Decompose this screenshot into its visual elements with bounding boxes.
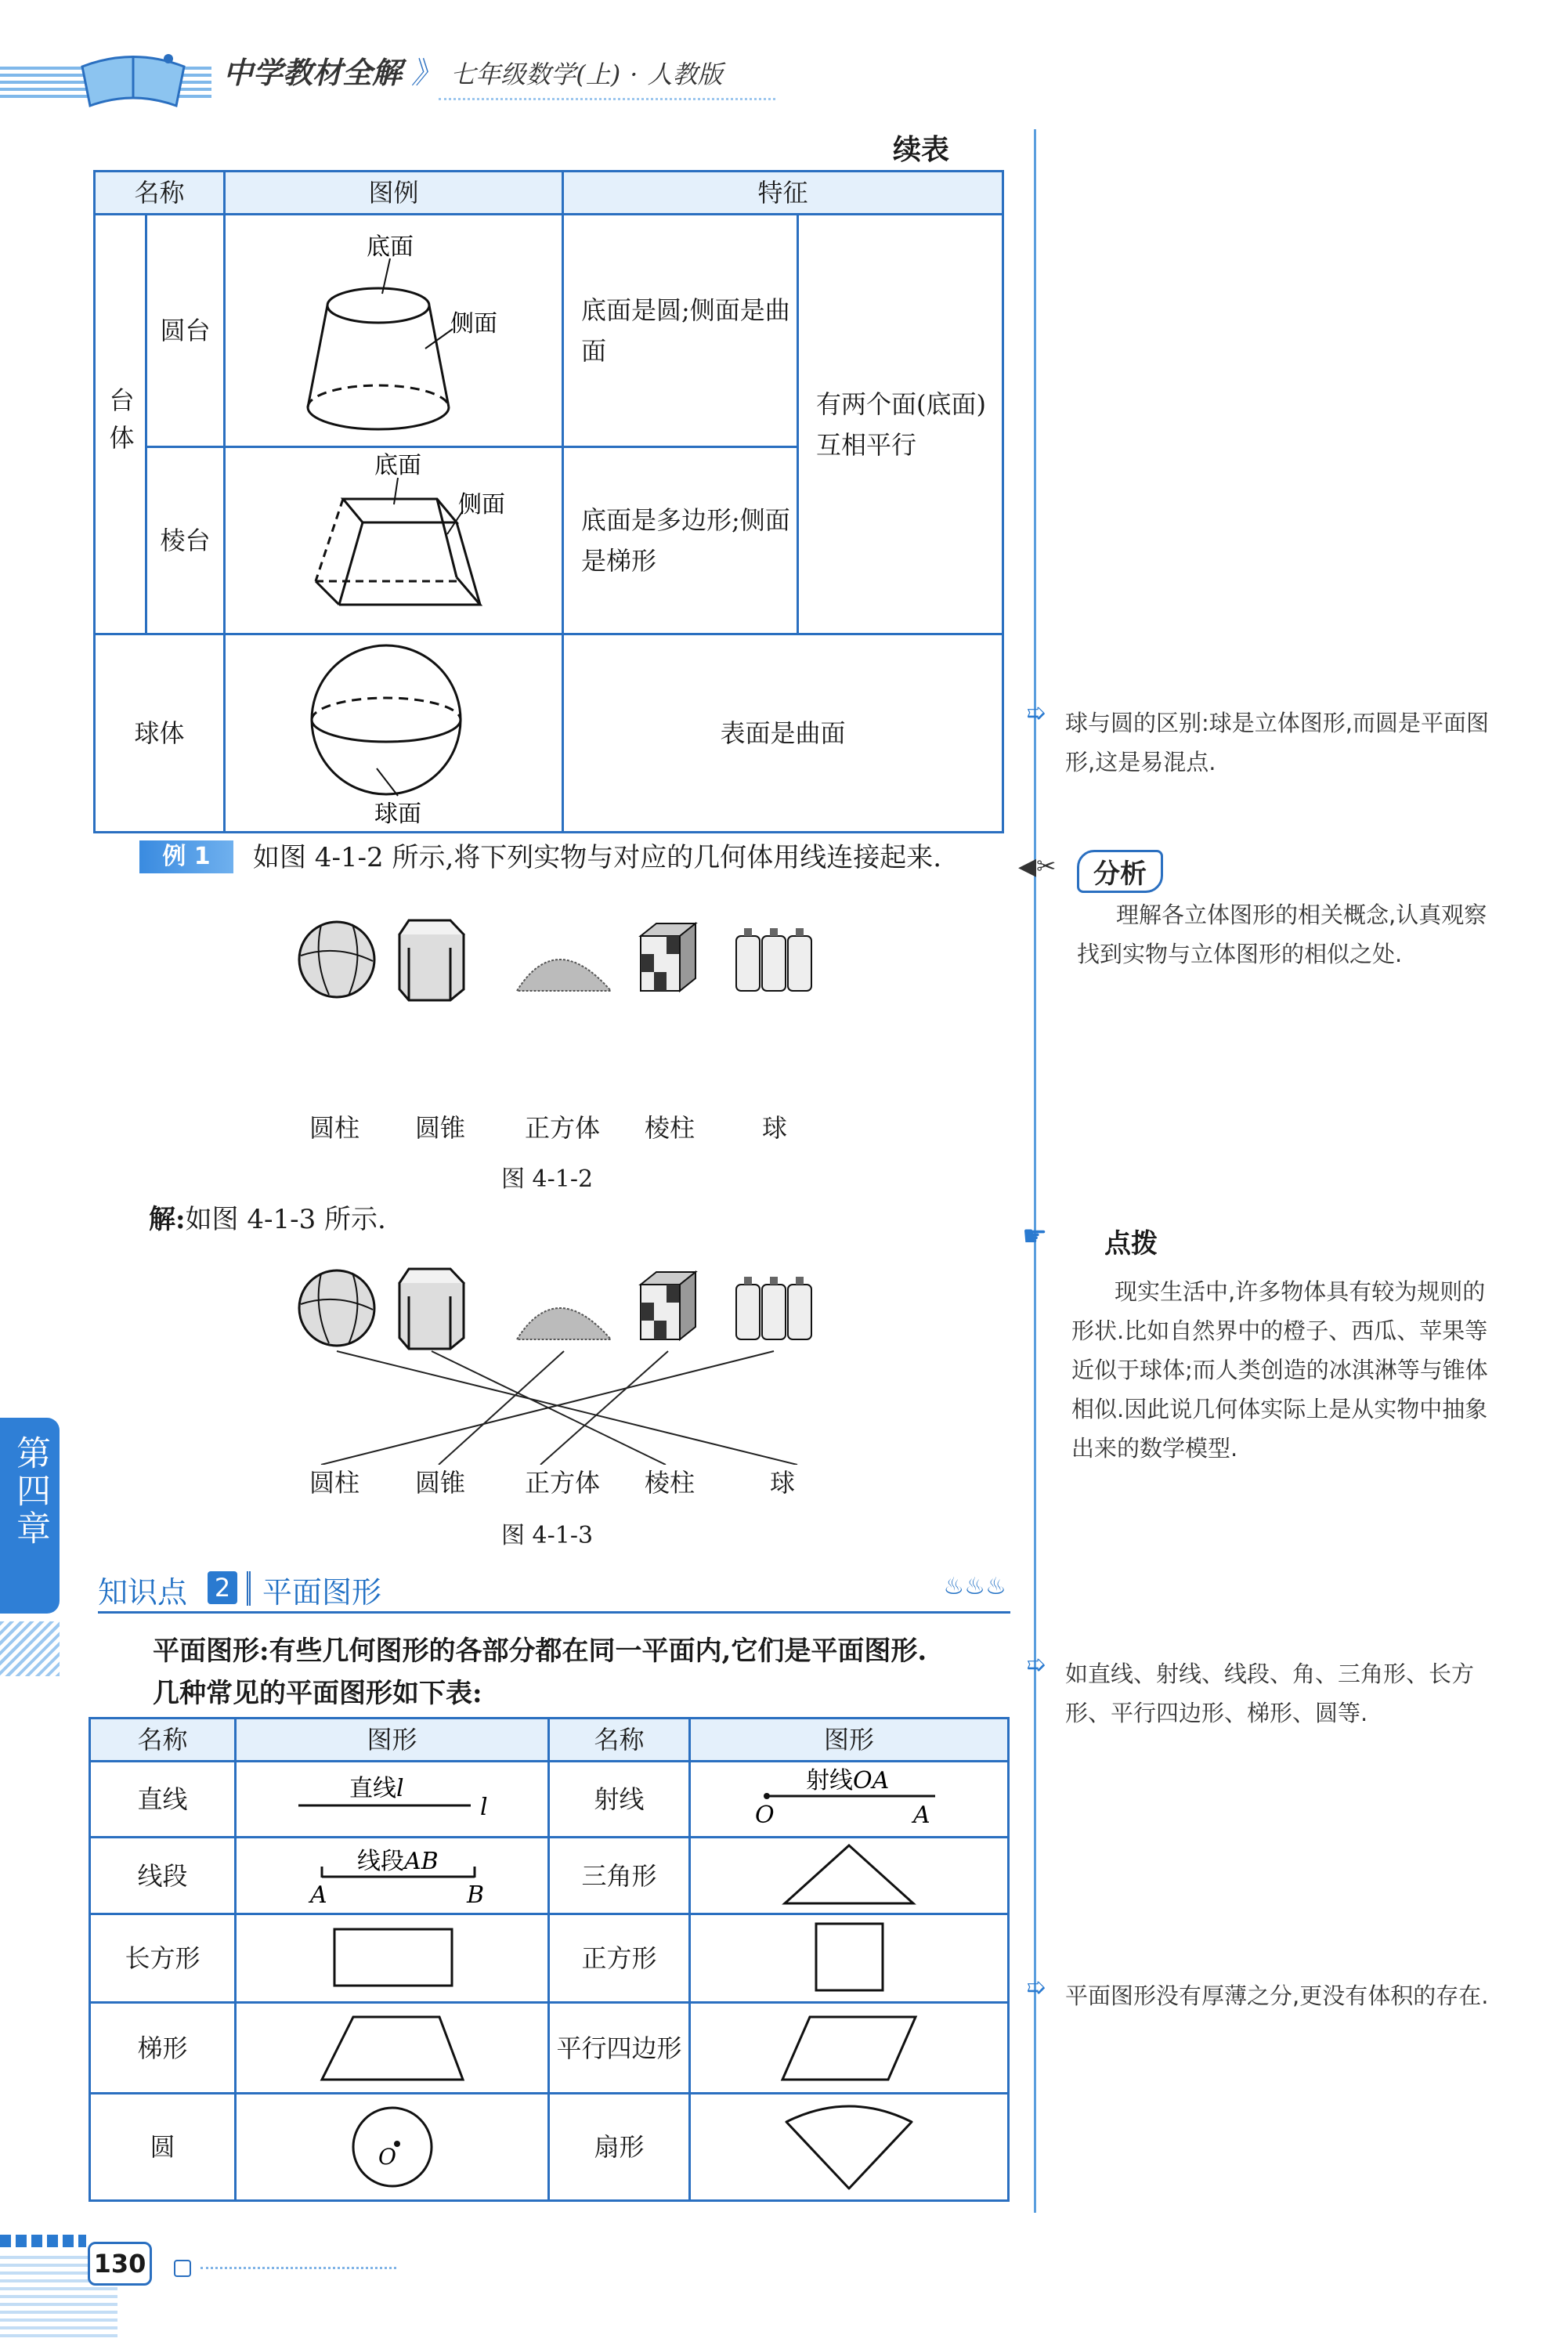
header-name: 名称 bbox=[95, 172, 225, 215]
name-parallelogram: 平行四边形 bbox=[549, 2003, 690, 2094]
label-cone: 圆锥 bbox=[415, 1113, 466, 1143]
fig-triangle bbox=[690, 1838, 1009, 1914]
basketball-icon bbox=[299, 922, 374, 997]
circle-center-label: O bbox=[378, 2144, 396, 2170]
fig-rectangle bbox=[236, 1914, 549, 2003]
trapezoid-diagram bbox=[275, 2008, 510, 2086]
plane-def-text: 有些几何图形的各部分都在同一平面内,它们是平面图形. bbox=[269, 1635, 927, 1667]
batteries-icon bbox=[736, 928, 811, 991]
knowledge-label: 知识点 bbox=[98, 1575, 188, 1610]
plane-header-name-1: 名称 bbox=[90, 1719, 236, 1762]
header-dot: · bbox=[630, 60, 638, 89]
parallelogram-diagram bbox=[732, 2008, 966, 2086]
row-sphere-name: 球体 bbox=[95, 634, 225, 833]
fig-segment bbox=[236, 1838, 549, 1914]
circle-diagram bbox=[275, 2098, 510, 2192]
header-feature: 特征 bbox=[563, 172, 1003, 215]
name-segment: 线段 bbox=[90, 1838, 236, 1914]
line-l-label: l bbox=[396, 1775, 404, 1802]
name-line: 直线 bbox=[90, 1762, 236, 1838]
fig-circle bbox=[236, 2094, 549, 2201]
prism-frustum-top-label: 底面 bbox=[374, 452, 421, 479]
header-dotted-line bbox=[439, 98, 775, 100]
row-prism-frustum-name: 棱台 bbox=[146, 447, 225, 634]
tip-title: 点拨 bbox=[1104, 1228, 1158, 1260]
matching-lines bbox=[290, 1347, 830, 1465]
header-edition: 人教版 bbox=[647, 60, 723, 89]
chapter-tab-label: 第四章 bbox=[10, 1435, 50, 1548]
header-subject: 七年级数学(上) bbox=[450, 60, 621, 89]
footer-rule bbox=[201, 2267, 396, 2269]
fig-ray bbox=[690, 1762, 1009, 1838]
fig-line bbox=[236, 1762, 549, 1838]
plane-figures-table bbox=[89, 1717, 1010, 2202]
sphere-feature: 表面是曲面 bbox=[563, 634, 1003, 833]
square-diagram bbox=[732, 1917, 966, 1996]
segment-a-label: A bbox=[309, 1881, 327, 1907]
plane-definition bbox=[153, 1629, 927, 1673]
sector-diagram bbox=[732, 2094, 966, 2196]
name-square: 正方形 bbox=[549, 1914, 690, 2003]
frustum-diagram bbox=[229, 215, 558, 443]
example-text: 如图 4-1-2 所示,将下列实物与对应的几何体用线连接起来. bbox=[253, 842, 942, 873]
label-cylinder: 圆柱 bbox=[309, 1113, 360, 1143]
segment-b-label: B bbox=[466, 1881, 484, 1907]
solution-label: 解: bbox=[149, 1204, 186, 1235]
group-taiti bbox=[95, 215, 146, 634]
chapter-tab-stripes bbox=[0, 1621, 60, 1676]
name-triangle: 三角形 bbox=[549, 1838, 690, 1914]
ray-diagram bbox=[732, 1766, 966, 1829]
note2-arrow-icon: ➯ bbox=[1026, 1651, 1046, 1679]
fig-square bbox=[690, 1914, 1009, 2003]
scissors-arrow-icon: ◀✂ bbox=[1018, 853, 1057, 880]
ray-a-label: A bbox=[913, 1802, 930, 1829]
name-ray: 射线 bbox=[549, 1762, 690, 1838]
frustum-top-label: 底面 bbox=[366, 233, 414, 261]
analysis-text: 理解各立体图形的相关概念,认真观察找到实物与立体图形的相似之处. bbox=[1077, 902, 1487, 967]
label-sphere: 球 bbox=[762, 1113, 788, 1143]
segment-ab-label: AB bbox=[403, 1847, 439, 1875]
knowledge-title: 平面图形 bbox=[262, 1575, 382, 1610]
fig-sector bbox=[690, 2094, 1009, 2201]
shape-labels-row-2 bbox=[309, 1463, 826, 1502]
name-rectangle: 长方形 bbox=[90, 1914, 236, 2003]
group-feature: 有两个面(底面)互相平行 bbox=[798, 215, 1003, 634]
page-number: 130 bbox=[88, 2242, 152, 2286]
sphere-figure bbox=[225, 634, 563, 833]
plane-intro: 几种常见的平面图形如下表: bbox=[153, 1678, 482, 1709]
sidebar-divider bbox=[1034, 129, 1036, 2213]
note1-arrow-icon: ➯ bbox=[1026, 699, 1046, 727]
figure-caption-2: 图 4-1-3 bbox=[501, 1522, 594, 1549]
plane-header-figure-1: 图形 bbox=[236, 1719, 549, 1762]
shape-labels-row-1 bbox=[309, 1108, 811, 1148]
objects-row-2 bbox=[290, 1261, 830, 1355]
objects-row-1 bbox=[290, 913, 830, 1007]
label-prism: 棱柱 bbox=[645, 1113, 695, 1143]
plane-header-name-2: 名称 bbox=[549, 1719, 690, 1762]
plane-def-label: 平面图形: bbox=[153, 1635, 269, 1667]
knowledge-divider bbox=[247, 1571, 251, 1606]
tip-text: 现实生活中,许多物体具有较为规则的形状.比如自然界中的橙子、西瓜、苹果等近似于球体;而人类创造的冰淇淋等与锥体相似.因此说几何体实际上是从实物中抽象出来的数学模型. bbox=[1071, 1278, 1488, 1462]
prism-frustum-side-label: 侧面 bbox=[457, 491, 505, 519]
book-logo-icon bbox=[74, 43, 192, 114]
label-cube-2: 正方体 bbox=[525, 1468, 601, 1498]
note3-arrow-icon: ➯ bbox=[1026, 1974, 1046, 2001]
header-book-title: 中学教材全解 bbox=[223, 55, 403, 90]
prism-frustum-diagram bbox=[229, 448, 558, 630]
line-diagram bbox=[275, 1766, 510, 1829]
ray-oa-label: OA bbox=[853, 1767, 890, 1794]
row-frustum-name: 圆台 bbox=[146, 215, 225, 447]
sand-pile-icon bbox=[517, 960, 611, 991]
knowledge-number: 2 bbox=[208, 1571, 237, 1604]
label-sphere-2: 球 bbox=[770, 1468, 796, 1498]
footer-checkbox-icon bbox=[174, 2260, 191, 2277]
prism-frustum-feature: 底面是多边形;侧面是梯形 bbox=[563, 447, 798, 634]
solid-figures-table bbox=[93, 170, 1004, 833]
line-end-label: l bbox=[479, 1794, 488, 1821]
figure-caption-1: 图 4-1-2 bbox=[501, 1166, 594, 1193]
svg-text:直线l bbox=[349, 1775, 404, 1802]
header-bar bbox=[0, 47, 783, 102]
tip-title-box bbox=[1022, 1220, 1257, 1260]
header-separator: 》 bbox=[411, 56, 442, 90]
ray-label: 射线 bbox=[806, 1767, 853, 1794]
note-plane-no-volume: 平面图形没有厚薄之分,更没有体积的存在. bbox=[1065, 1982, 1489, 2009]
prism-frustum-figure bbox=[225, 447, 563, 634]
segment-diagram bbox=[275, 1841, 510, 1907]
difficulty-flames-icon: ♨♨♨ bbox=[943, 1573, 1006, 1600]
frustum-figure bbox=[225, 215, 563, 447]
name-circle: 圆 bbox=[90, 2094, 236, 2201]
note-sphere-vs-circle: 球与圆的区别:球是立体图形,而圆是平面图形,这是易混点. bbox=[1065, 710, 1489, 775]
rectangle-diagram bbox=[275, 1917, 510, 1996]
footer-dots bbox=[0, 2235, 86, 2247]
example-tag: 例 1 bbox=[139, 840, 233, 873]
note-plane-examples: 如直线、射线、线段、角、三角形、长方形、平行四边形、梯形、圆等. bbox=[1065, 1661, 1475, 1726]
sphere-diagram bbox=[229, 635, 558, 828]
knowledge-header bbox=[98, 1567, 1010, 1614]
label-prism-2: 棱柱 bbox=[645, 1468, 695, 1498]
solution-text: 如图 4-1-3 所示. bbox=[185, 1204, 386, 1235]
frustum-side-label: 侧面 bbox=[450, 310, 497, 338]
analysis-title-box bbox=[1018, 850, 1253, 889]
chapter-tab bbox=[0, 1418, 60, 1614]
hexagonal-prism-icon bbox=[399, 920, 464, 1000]
header-figure: 图例 bbox=[225, 172, 563, 215]
triangle-diagram bbox=[732, 1839, 966, 1910]
fig-parallelogram bbox=[690, 2003, 1009, 2094]
svg-text:射线OA bbox=[806, 1767, 889, 1794]
segment-label: 线段 bbox=[356, 1847, 404, 1875]
analysis-title: 分析 bbox=[1077, 850, 1163, 893]
group-label: 台体 bbox=[105, 386, 135, 462]
svg-text:线段AB bbox=[357, 1848, 439, 1875]
plane-header-figure-2: 图形 bbox=[690, 1719, 1009, 1762]
sphere-surface-label: 球面 bbox=[374, 801, 421, 828]
label-cone-2: 圆锥 bbox=[415, 1468, 466, 1498]
line-label: 直线 bbox=[349, 1775, 396, 1802]
table-continued-label: 续表 bbox=[893, 133, 950, 166]
frustum-feature: 底面是圆;侧面是曲面 bbox=[563, 215, 798, 447]
rubiks-cube-icon bbox=[641, 923, 695, 991]
label-cube: 正方体 bbox=[525, 1113, 601, 1143]
name-trapezoid: 梯形 bbox=[90, 2003, 236, 2094]
label-cylinder-2: 圆柱 bbox=[309, 1468, 360, 1498]
fig-trapezoid bbox=[236, 2003, 549, 2094]
ray-o-label: O bbox=[755, 1802, 775, 1829]
name-sector: 扇形 bbox=[549, 2094, 690, 2201]
solution-line bbox=[149, 1200, 386, 1239]
pointing-hand-icon: ☛ bbox=[1022, 1220, 1048, 1252]
